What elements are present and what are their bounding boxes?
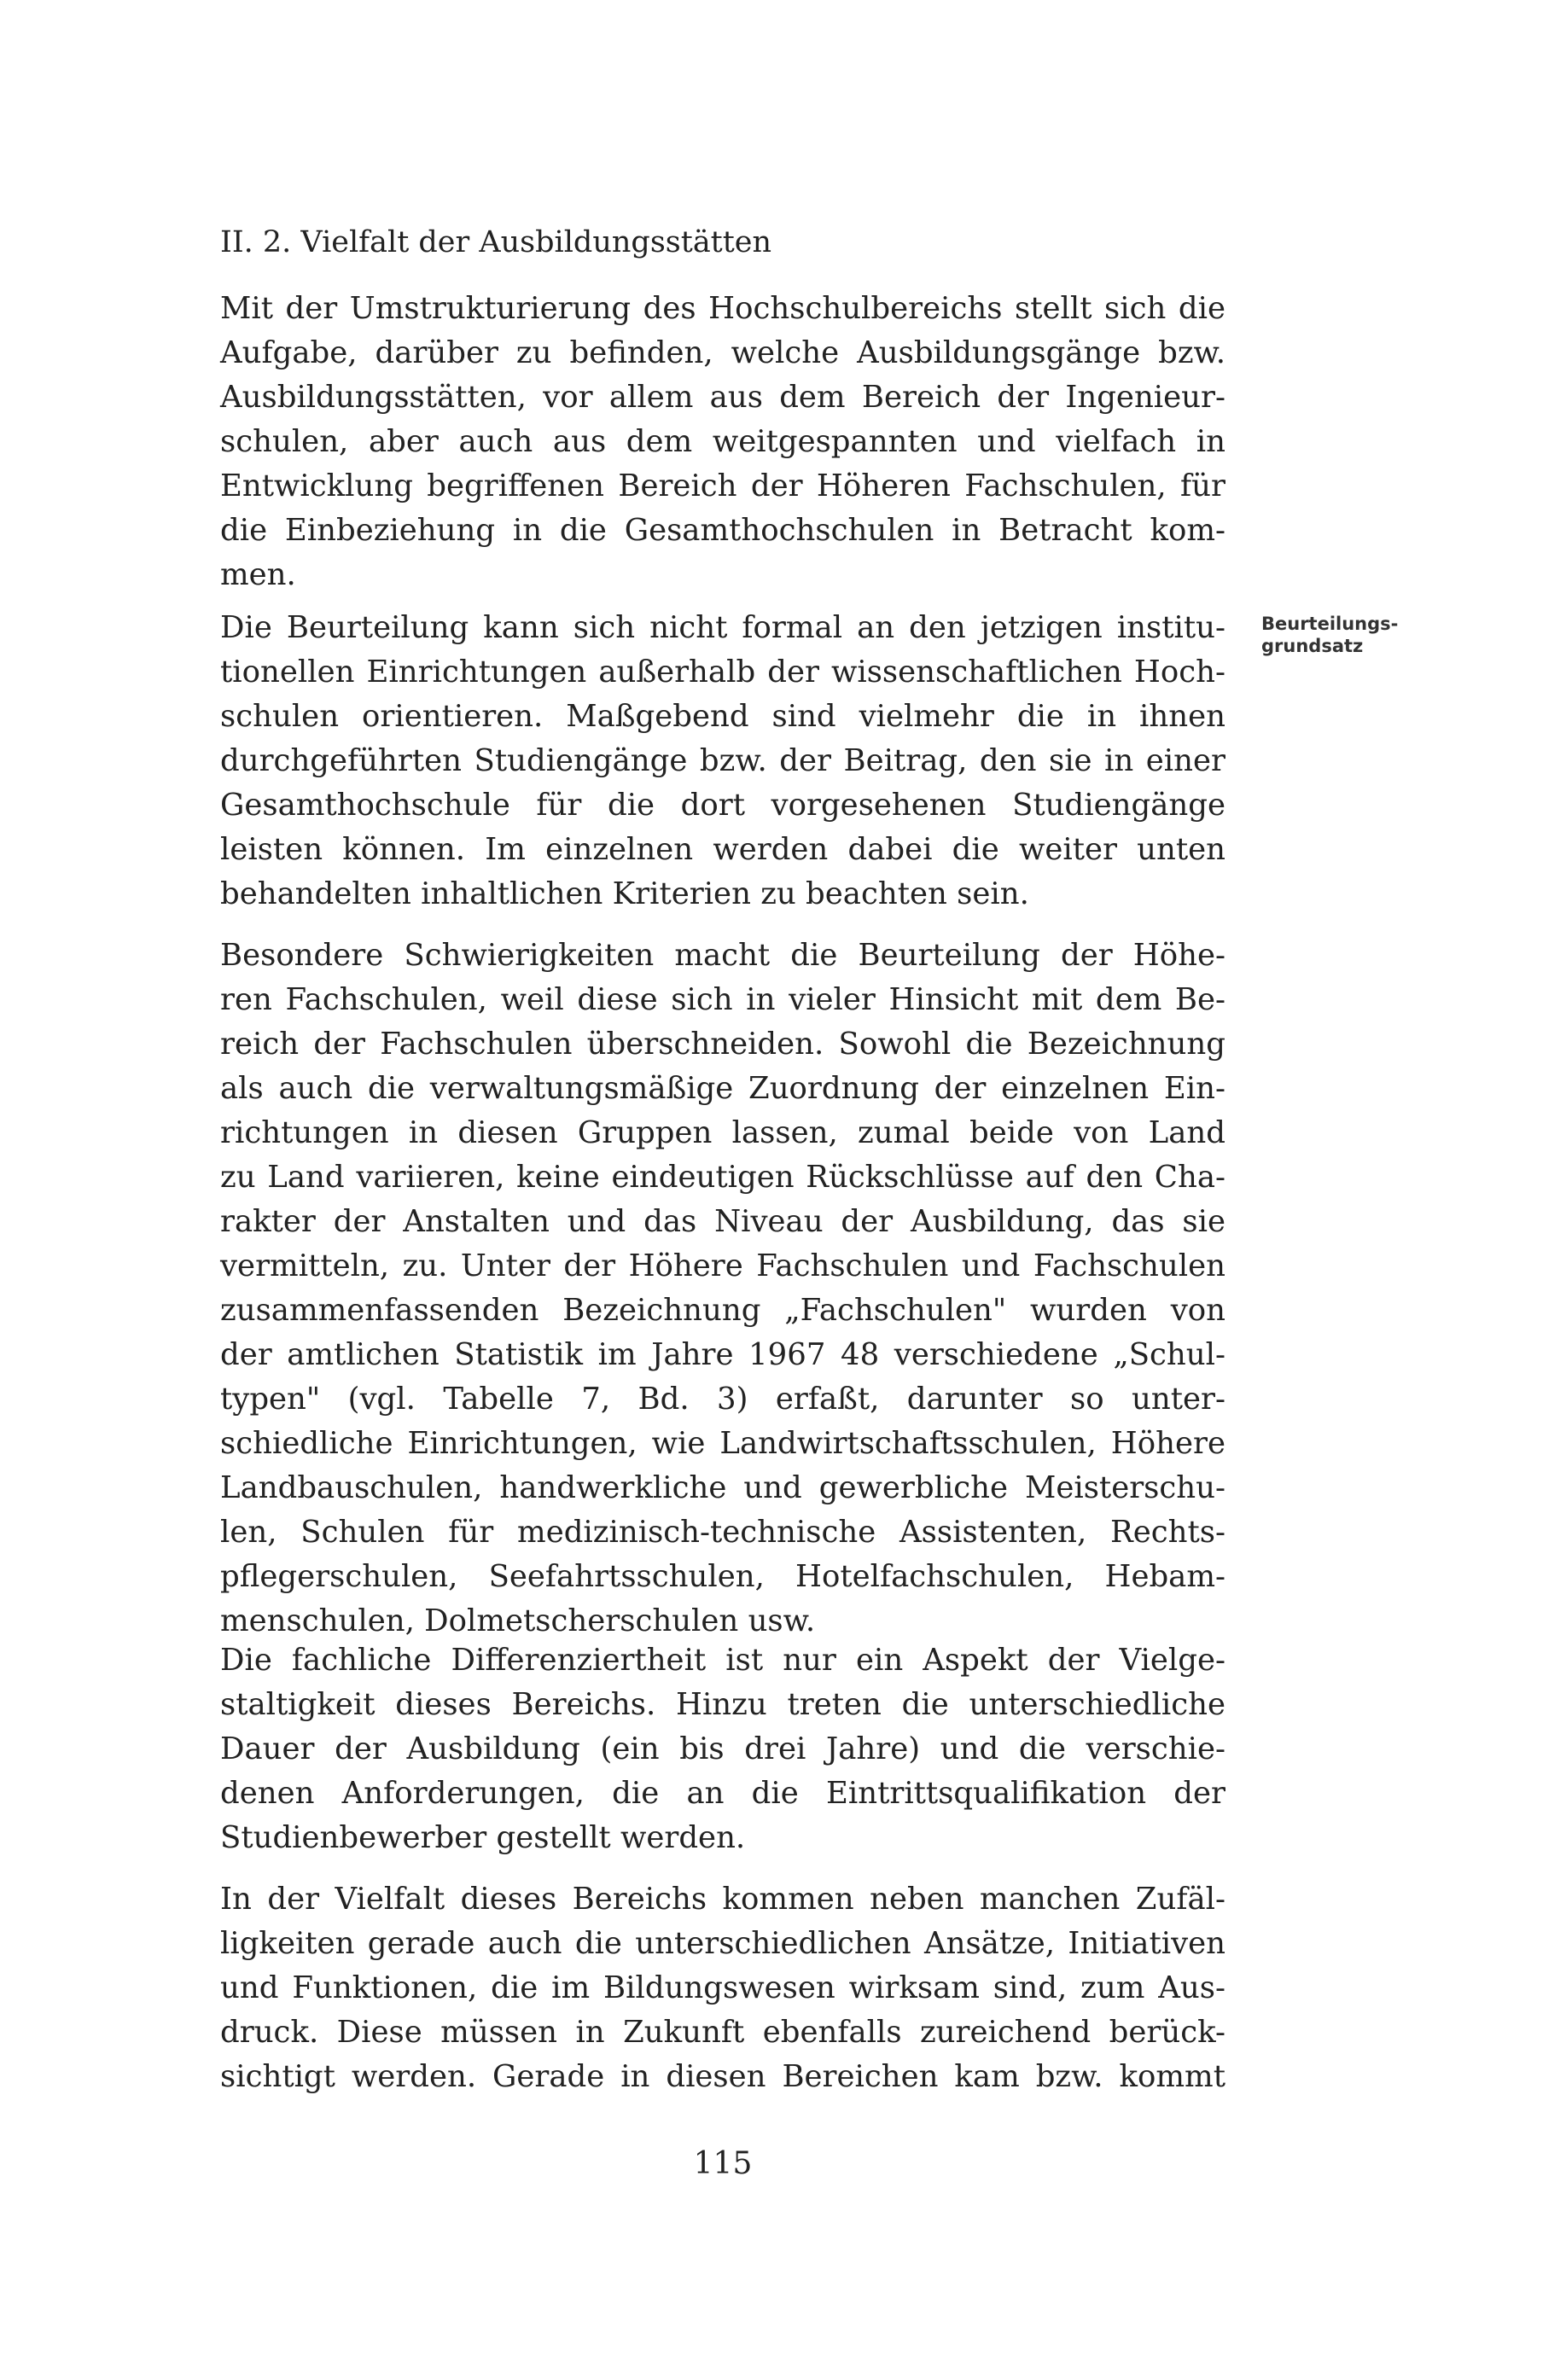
text-line: Die fachliche Differenziertheit ist nur ein Aspekt der Vielge- [220,1643,1225,1678]
text-line: Mit der Umstrukturierung des Hochschulbereichs stellt sich die [220,291,1225,326]
text-line: Landbauschulen, handwerkliche und gewerbliche Meisterschu- [220,1470,1225,1505]
text-line: ligkeiten gerade auch die unterschiedlichen Ansätze, Initiativen [220,1926,1225,1961]
section-heading: II. 2. Vielfalt der Ausbildungsstätten [220,225,772,259]
text-line: der amtlichen Statistik im Jahre 1967 48 verschiedene „Schul- [220,1337,1225,1372]
margin-note-line: grundsatz [1261,636,1364,656]
text-line: sichtigt werden. Gerade in diesen Bereichen kam bzw. kommt [220,2059,1225,2094]
text-line: Aufgabe, darüber zu befinden, welche Ausbildungsgänge bzw. [220,335,1225,370]
text-line: staltigkeit dieses Bereichs. Hinzu treten die unterschiedliche [220,1687,1225,1722]
text-line: Studienbewerber gestellt werden. [220,1820,746,1855]
text-line: Die Beurteilung kann sich nicht formal an den jetzigen institu- [220,610,1225,645]
paragraph-5 [220,1877,1225,2099]
text-line: Gesamthochschule für die dort vorgesehenen Studiengänge [220,788,1225,823]
text-line: schiedliche Einrichtungen, wie Landwirtschaftsschulen, Höhere [220,1426,1225,1461]
text-line: menschulen, Dolmetscherschulen usw. [220,1603,816,1638]
text-line: Entwicklung begriffenen Bereich der Höheren Fachschulen, für [220,468,1225,503]
text-line: len, Schulen für medizinisch-technische Assistenten, Rechts- [220,1515,1225,1550]
text-line: rakter der Anstalten und das Niveau der Ausbildung, das sie [220,1204,1225,1239]
paragraph-4 [220,1638,1225,1860]
text-line: richtungen in diesen Gruppen lassen, zumal beide von Land [220,1115,1225,1150]
text-line: durchgeführten Studiengänge bzw. der Beitrag, den sie in einer [220,743,1225,778]
paragraph-2 [220,606,1225,917]
text-line: Dauer der Ausbildung (ein bis drei Jahre) und die verschie- [220,1731,1225,1766]
text-line: In der Vielfalt dieses Bereichs kommen neben manchen Zufäl- [220,1882,1225,1917]
paragraph-1 [220,287,1225,597]
page-number: 115 [693,2146,753,2181]
text-line: und Funktionen, die im Bildungswesen wirksam sind, zum Aus- [220,1970,1225,2005]
margin-note [1261,613,1398,657]
text-line: schulen orientieren. Maßgebend sind vielmehr die in ihnen [220,699,1225,734]
text-line: Ausbildungsstätten, vor allem aus dem Bereich der Ingenieur- [220,380,1225,415]
text-line: zusammenfassenden Bezeichnung „Fachschulen" wurden von [220,1293,1225,1328]
text-line: behandelten inhaltlichen Kriterien zu beachten sein. [220,876,1029,911]
text-line: typen" (vgl. Tabelle 7, Bd. 3) erfaßt, darunter so unter- [220,1382,1225,1417]
text-line: tionellen Einrichtungen außerhalb der wissenschaftlichen Hoch- [220,655,1225,690]
text-line: zu Land variieren, keine eindeutigen Rückschlüsse auf den Cha- [220,1160,1225,1195]
text-line: leisten können. Im einzelnen werden dabei die weiter unten [220,832,1225,867]
margin-note-line: Beurteilungs- [1261,614,1399,634]
text-line: men. [220,557,296,592]
text-line: als auch die verwaltungsmäßige Zuordnung der einzelnen Ein- [220,1071,1225,1106]
text-line: schulen, aber auch aus dem weitgespannten und vielfach in [220,424,1225,459]
text-line: reich der Fachschulen überschneiden. Sowohl die Bezeichnung [220,1027,1225,1062]
text-line: pflegerschulen, Seefahrtsschulen, Hotelfachschulen, Hebam- [220,1559,1225,1594]
text-line: ren Fachschulen, weil diese sich in vieler Hinsicht mit dem Be- [220,982,1225,1017]
text-line: vermitteln, zu. Unter der Höhere Fachschulen und Fachschulen [220,1248,1225,1283]
text-line: Besondere Schwierigkeiten macht die Beurteilung der Höhe- [220,938,1225,973]
paragraph-3 [220,934,1225,1644]
text-line: druck. Diese müssen in Zukunft ebenfalls zureichend berück- [220,2015,1225,2050]
text-line: die Einbeziehung in die Gesamthochschulen in Betracht kom- [220,513,1225,548]
text-line: denen Anforderungen, die an die Eintrittsqualifikation der [220,1776,1225,1811]
